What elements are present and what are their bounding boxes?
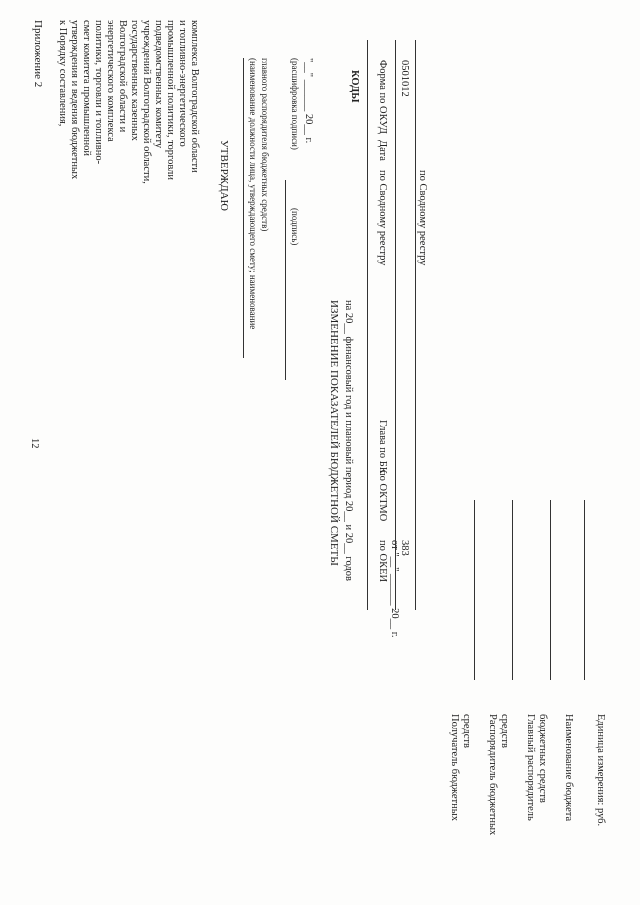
signature-line [285, 180, 286, 380]
field-label: средств [461, 714, 472, 748]
appendix-line: Волгоградской области и [117, 20, 128, 133]
field-label: Получатель бюджетных [449, 714, 460, 822]
appendix-title: Приложение 2 [32, 20, 44, 88]
codes-header: КОДЫ [349, 70, 360, 103]
code-label-okud: Форма по ОКУД [377, 60, 388, 134]
appendix-line: комплекса Волгоградской области [189, 20, 200, 173]
form-subtitle: на 20__ финансовый год и плановый период 20__ и 20__ годов [343, 300, 354, 581]
field-label: средств [499, 714, 510, 748]
appendix-line: подведомственных комитету [153, 20, 164, 149]
appendix-line: энергетического комплекса [105, 20, 116, 142]
field-label: Единица измерения: руб. [595, 714, 606, 827]
appendix-line: политики, торговли и топливно- [93, 20, 104, 165]
code-value-okud: 0501012 [399, 60, 410, 97]
field-line [584, 500, 585, 680]
signature-decode-caption: (расшифровка подписи) [290, 58, 300, 150]
appendix-line: промышленной политики, торговли [165, 20, 176, 181]
codes-frame-line [367, 40, 368, 610]
codes-frame-line [415, 40, 416, 610]
codes-frame-line [395, 40, 396, 610]
appendix-line: к Порядку составления, [57, 20, 68, 127]
field-label: Наименование бюджета [563, 714, 574, 822]
form-title: ИЗМЕНЕНИЕ ПОКАЗАТЕЛЕЙ БЮДЖЕТНОЙ СМЕТЫ [328, 300, 340, 566]
code-label-oktmo: по ОКТМО [377, 470, 388, 522]
position-caption: главного распорядителя бюджетных средств) [260, 58, 270, 232]
appendix-line: учреждений Волгоградской области, [141, 20, 152, 184]
field-label: Главный распорядитель [525, 714, 536, 821]
appendix-line: и топливно-энергетического [177, 20, 188, 147]
field-line [474, 500, 475, 680]
field-line [512, 500, 513, 680]
page-number: 12 [29, 438, 40, 449]
form-date: от "__" ______ 20__ г. [389, 540, 400, 638]
code-value-okei: 383 [399, 540, 410, 556]
appendix-line: государственных казенных [129, 20, 140, 141]
field-label: бюджетных средств [537, 714, 548, 803]
field-line [550, 500, 551, 680]
approve-heading: УТВЕРЖДАЮ [218, 140, 230, 211]
code-label-registry-1: по Сводному реестру [377, 170, 388, 266]
code-label-registry-2: по Сводному реестру [417, 170, 428, 266]
field-label: Распорядитель бюджетных [487, 714, 498, 836]
appendix-line: смет комитета промышленной [81, 20, 92, 157]
position-caption: (наименование должности лица, утверждающего смету; наименование [248, 58, 258, 330]
signature-caption: (подпись) [290, 208, 300, 246]
code-label-bk: Глава по БК [377, 420, 388, 474]
appendix-line: утверждения и ведения бюджетных [69, 20, 80, 180]
code-label-date: Дата [377, 140, 388, 161]
approve-date: "__" ______ 20__ г. [303, 58, 314, 144]
code-label-okei: по ОКЕИ [377, 540, 388, 583]
position-line [243, 58, 244, 358]
